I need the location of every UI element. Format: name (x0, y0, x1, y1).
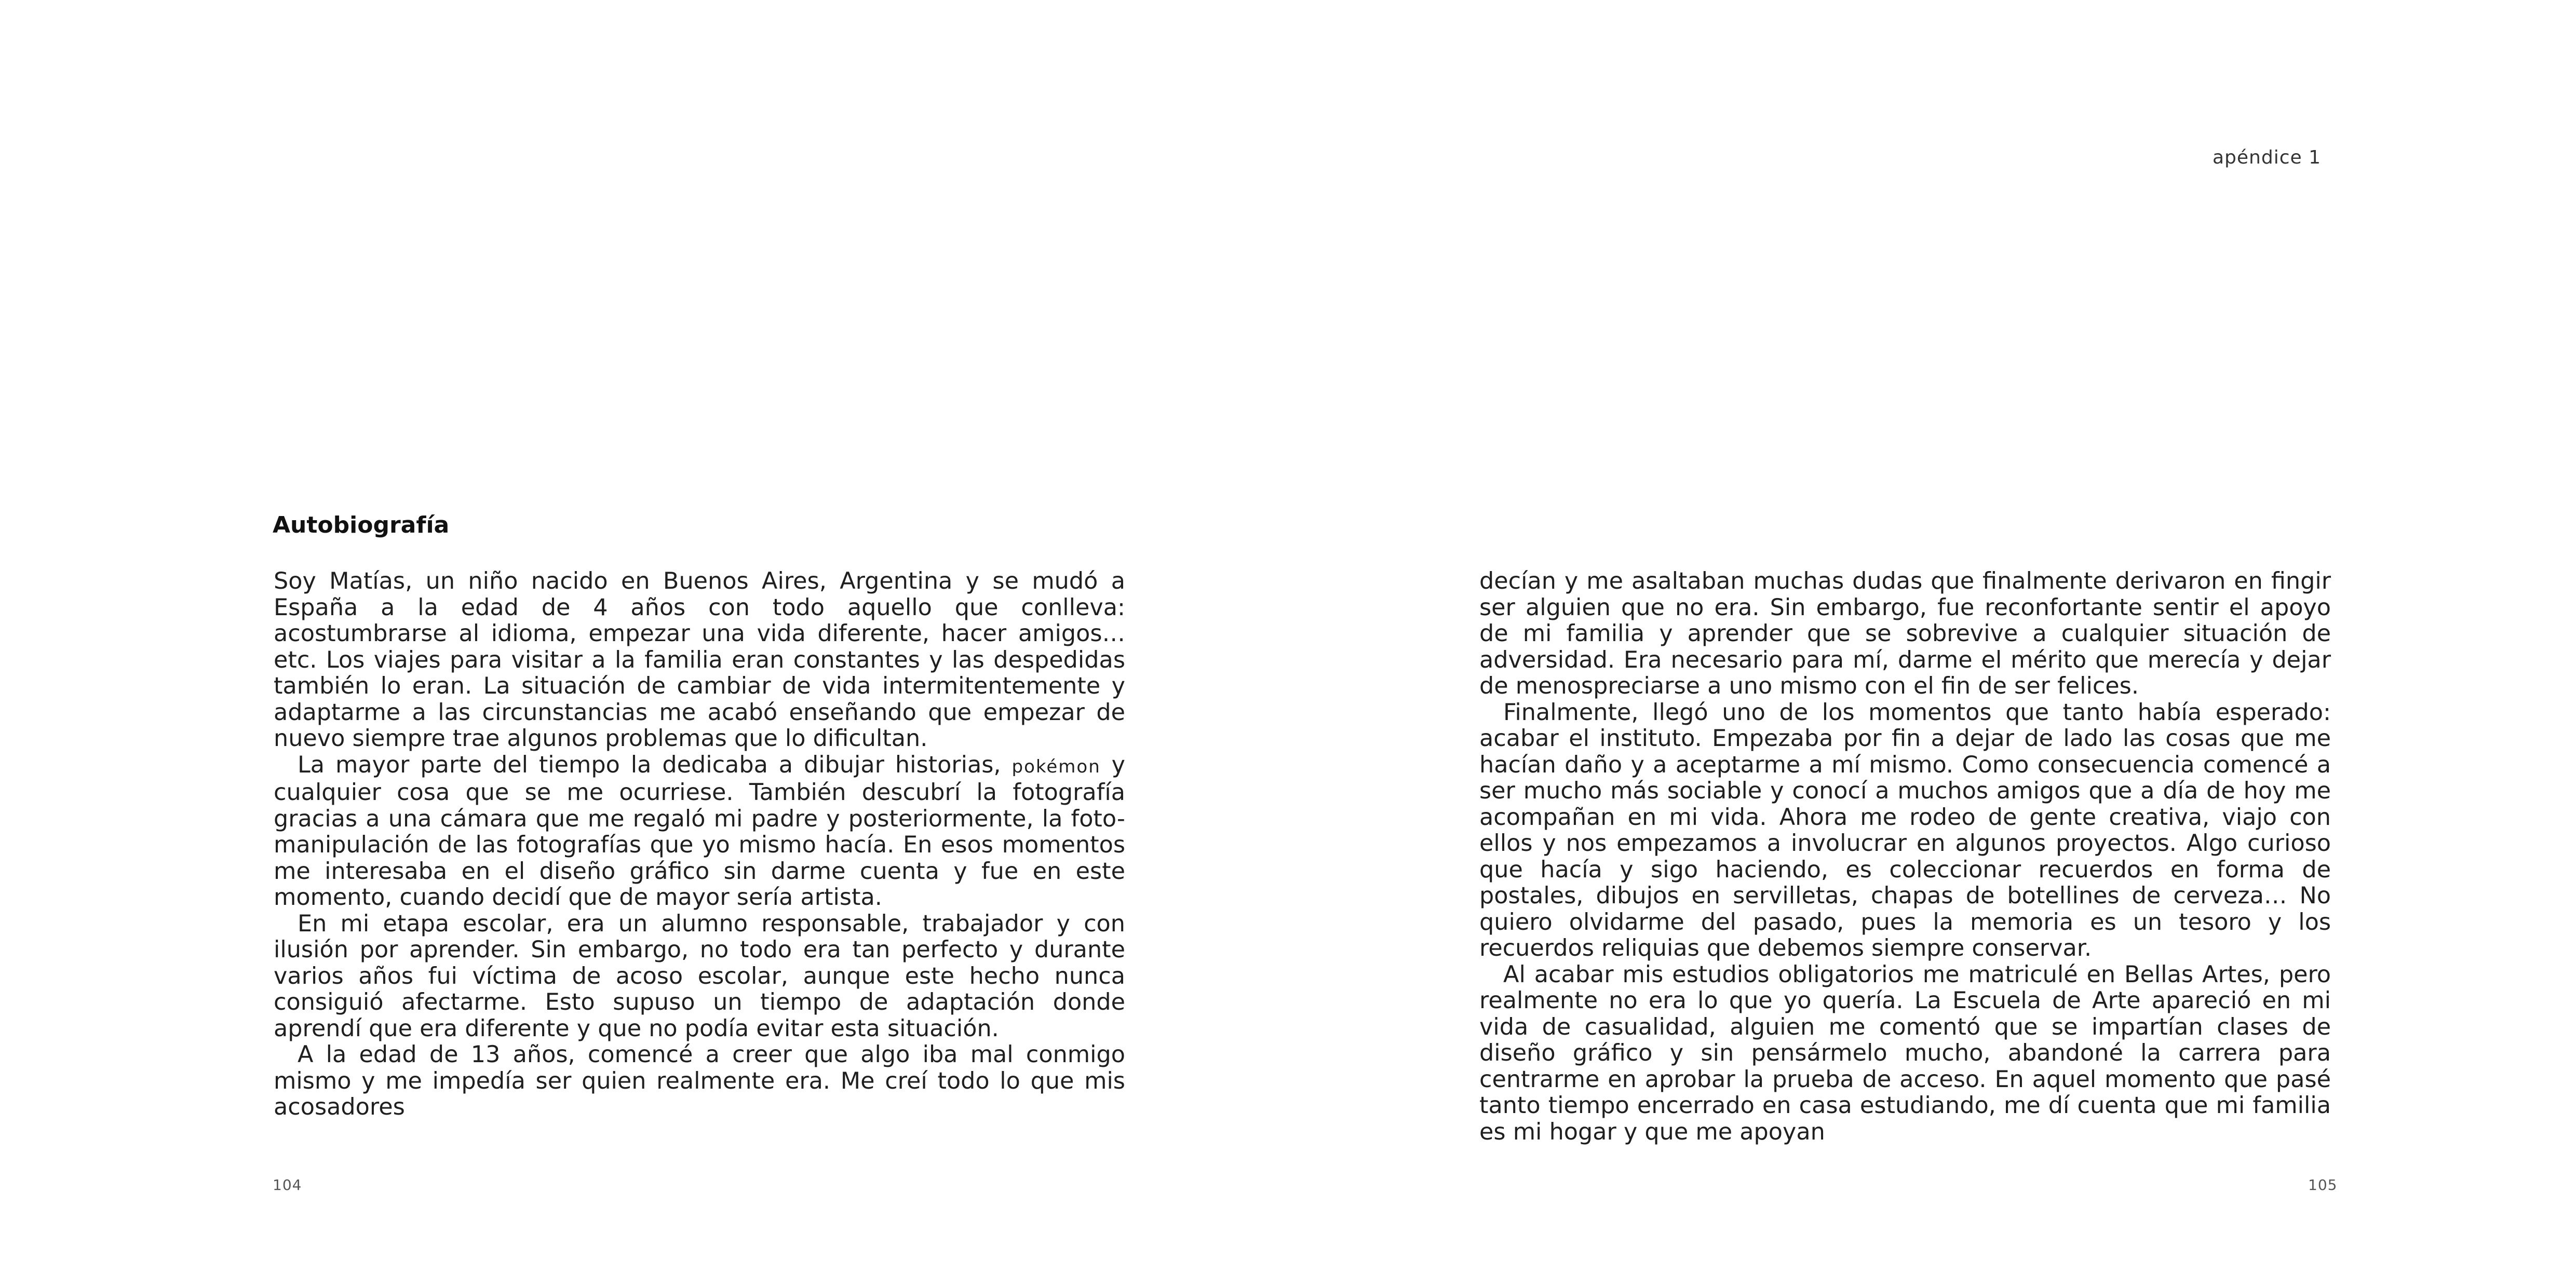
paragraph-7: Al acabar mis estudios obligatorios me matriculé en Bellas Artes, pero realmente no era lo que yo quería. La Escuela de Arte apareció en mi vida de casualidad, alguien me comentó que se impartían clases de diseño gráfico y sin pensármelo mucho, abandoné la carrera para centrarme en aprobar la prueba de acceso. En aquel momento que pasé tanto tiempo encerrado en casa estudiando, me dí cuenta que mi familia es mi hogar y que me apoyan (1479, 961, 2331, 1145)
paragraph-5: decían y me asaltaban muchas dudas que finalmente derivaron en fingir ser alguien que no era. Sin embargo, fue reconfortante sentir el apoyo de mi familia y aprender que se sobrevive a cualquier situación de adversidad. Era necesario para mí, darme el mérito que merecía y dejar de menospreciarse a uno mismo con el fin de ser felices. (1479, 568, 2331, 699)
paragraph-2-start: La mayor parte del tiempo la dedicaba a dibujar historias, (298, 751, 1012, 778)
paragraph-6: Finalmente, llegó uno de los momentos que tanto había esperado: acabar el instituto. Empezaba por fin a dejar de lado las cosas que me hacían daño y a aceptarme a mí mismo. Como consecuencia comencé a ser mucho más sociable y conocí a muchos amigos que a día de hoy me acompañan en mi vida. Ahora me rodeo de gente creativa, viajo con ellos y nos empezamos a involucrar en algunos proyectos. Algo curioso que hacía y sigo haciendo, es coleccionar recuerdos en forma de postales, dibujos en servilletas, chapas de botellines de cerveza… No quiero olvidarme del pasado, pues la memoria es un tesoro y los recuerdos reliquias que debemos siempre conservar. (1479, 699, 2331, 961)
paragraph-3: En mi etapa escolar, era un alumno responsable, trabajador y con ilusión por aprender. Sin embargo, no todo era tan perfecto y durante varios años fui víctima de acoso escolar, aunque este hecho nunca consiguió afectarme. Esto supuso un tiempo de adaptación donde aprendí que era diferente y que no podía evitar esta situación. (274, 910, 1125, 1042)
paragraph-4: A la edad de 13 años, comencé a creer que algo iba mal conmigo mismo y me impedía ser quien realmente era. Me creí todo lo que mis acosadores (274, 1041, 1125, 1120)
page-number-left: 104 (273, 1176, 302, 1194)
page-number-right: 105 (2308, 1176, 2338, 1194)
paragraph-2-end: y cualquier cosa que se me ocurriese. También descubrí la fotografía gracias a una cámara que me regaló mi padre y posteriormente, la foto-manipulación de las fotografías que yo mismo hacía. En esos momentos me interesaba en el diseño gráfico sin darme cuenta y fue en este momento, cuando decidí que de mayor sería artista. (274, 751, 1126, 911)
pokemon-smallcaps: pokémon (1011, 756, 1101, 777)
left-body-text (274, 568, 1125, 1121)
paragraph-2 (274, 752, 1125, 911)
running-header: apéndice 1 (2213, 147, 2322, 168)
paragraph-1: Soy Matías, un niño nacido en Buenos Aires, Argentina y se mudó a España a la edad de 4 años con todo aquello que conlleva: acostumbrarse al idioma, empezar una vida diferente, hacer amigos… etc. Los viajes para visitar a la familia eran constantes y las despedidas también lo eran. La situación de cambiar de vida intermitentemente y adaptarme a las circunstancias me acabó enseñando que empezar de nuevo siempre trae algunos problemas que lo dificultan. (274, 568, 1125, 752)
section-heading: Autobiografía (273, 512, 450, 538)
right-body-text (1479, 568, 2331, 1145)
right-page (1288, 0, 2576, 1288)
